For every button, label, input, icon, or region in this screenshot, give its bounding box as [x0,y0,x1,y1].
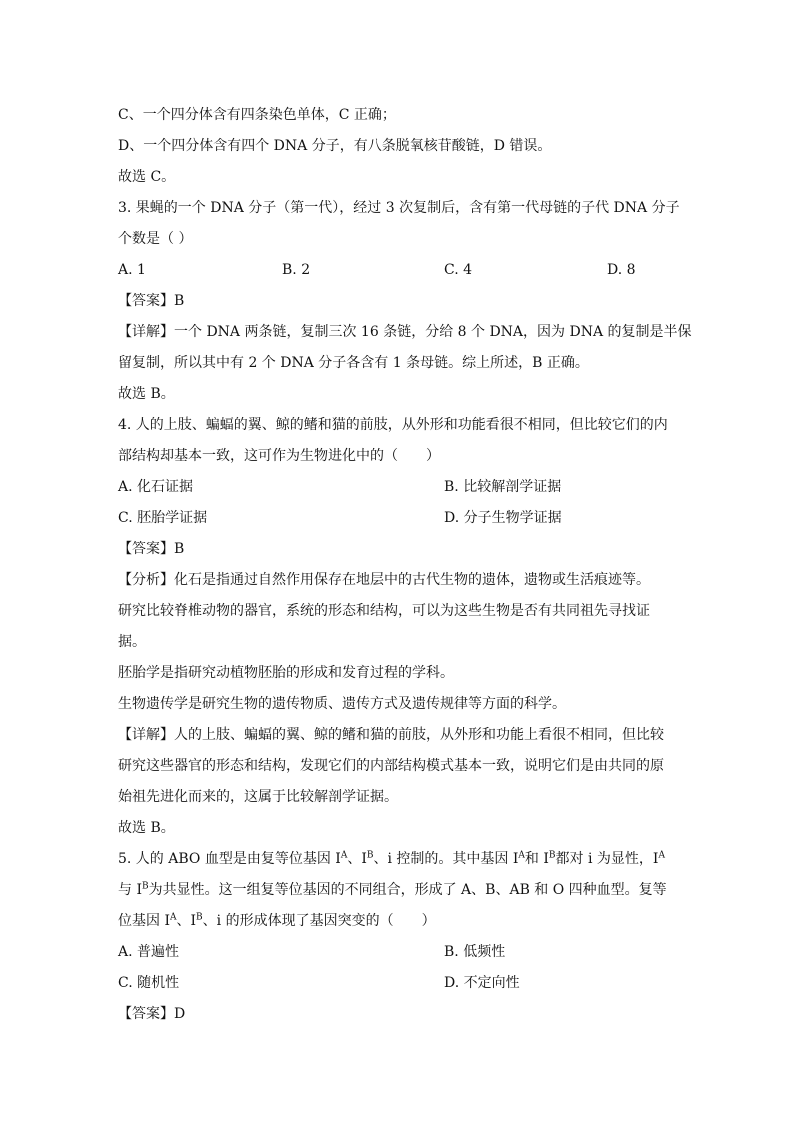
q5-option-a: A. 普遍性 [118,944,180,960]
q4-detail-cont: 研究这些器官的形态和结构，发现它们的内部结构模式基本一致，说明它们是由共同的原 [118,758,664,774]
q5-answer: 【答案】D [118,1006,186,1022]
q4-option-b: B. 比较解剖学证据 [444,479,562,495]
q4-choose: 故选 B。 [118,820,175,836]
document-page [118,100,692,1030]
q3-stem: 3. 果蝇的一个 DNA 分子（第一代），经过 3 次复制后，含有第一代母链的子代 DNA 分子 [118,200,680,216]
q4-answer: 【答案】B [118,541,185,557]
q3-option-c: C. 4 [444,262,473,278]
q4-options-row-2 [118,503,678,534]
q4-option-a: A. 化石证据 [118,479,194,495]
q4-option-d: D. 分子生物学证据 [444,510,562,526]
q3-answer: 【答案】B [118,293,185,309]
q3-option-b: B. 2 [282,262,311,278]
q4-detail-cont: 始祖先进化而来的，这属于比较解剖学证据。 [118,789,398,805]
q5-options-row-2 [118,968,678,999]
text-line: D、一个四分体含有四个 DNA 分子，有八条脱氧核苷酸链，D 错误。 [118,138,552,154]
q3-detail-cont: 留复制，所以其中有 2 个 DNA 分子各含有 1 条母链。综上所述，B 正确。 [118,355,589,371]
q5-option-c: C. 随机性 [118,975,180,991]
q4-detail: 【详解】人的上肢、蝙蝠的翼、鲸的鳍和猫的前肢，从外形和功能上看很不相同，但比较 [118,727,664,743]
q4-stem-cont: 部结构却基本一致，这可作为生物进化中的（ ） [118,448,440,464]
q3-options [118,255,678,286]
q5-stem-cont: 与 $I^B$为共显性。这一组复等位基因的不同组合，形成了 A、B、AB 和 O 四种血型。复等 [118,881,667,898]
q4-analysis: 生物遗传学是研究生物的遗传物质、遗传方式及遗传规律等方面的科学。 [118,696,566,712]
q5-option-d: D. 不定向性 [444,975,520,991]
q4-analysis: 据。 [118,634,146,650]
text-line: C、一个四分体含有四条染色单体，C 正确； [118,107,396,123]
q5-option-b: B. 低频性 [444,944,506,960]
q4-options-row-1 [118,472,678,503]
q3-choose: 故选 B。 [118,386,175,402]
q3-option-d: D. 8 [607,262,636,278]
q5-options-row-1 [118,937,678,968]
q5-stem-cont: 位基因 $I^A$、$I^B$、i 的形成体现了基因突变的（ ） [118,912,436,929]
q3-option-a: A. 1 [118,262,146,278]
q4-analysis: 胚胎学是指研究动植物胚胎的形成和发育过程的学科。 [118,665,454,681]
q3-detail: 【详解】一个 DNA 两条链，复制三次 16 条链，分给 8 个 DNA，因为 DNA 的复制是半保 [118,324,692,340]
text-line: 故选 C。 [118,169,176,185]
q4-stem: 4. 人的上肢、蝙蝠的翼、鲸的鳍和猫的前肢，从外形和功能看很不相同，但比较它们的内 [118,417,668,433]
q3-stem-cont: 个数是（ ） [118,231,193,247]
q5-stem: 5. 人的 ABO 血型是由复等位基因 $I^A$、$I^B$、i 控制的。其中基因 $I^A$和 $I^B$都对 i 为显性，$I^A$ [118,850,665,867]
q4-analysis: 研究比较脊椎动物的器官，系统的形态和结构，可以为这些生物是否有共同祖先寻找证 [118,603,650,619]
q4-analysis: 【分析】化石是指通过自然作用保存在地层中的古代生物的遗体，遗物或生活痕迹等。 [118,572,650,588]
q4-option-c: C. 胚胎学证据 [118,510,208,526]
